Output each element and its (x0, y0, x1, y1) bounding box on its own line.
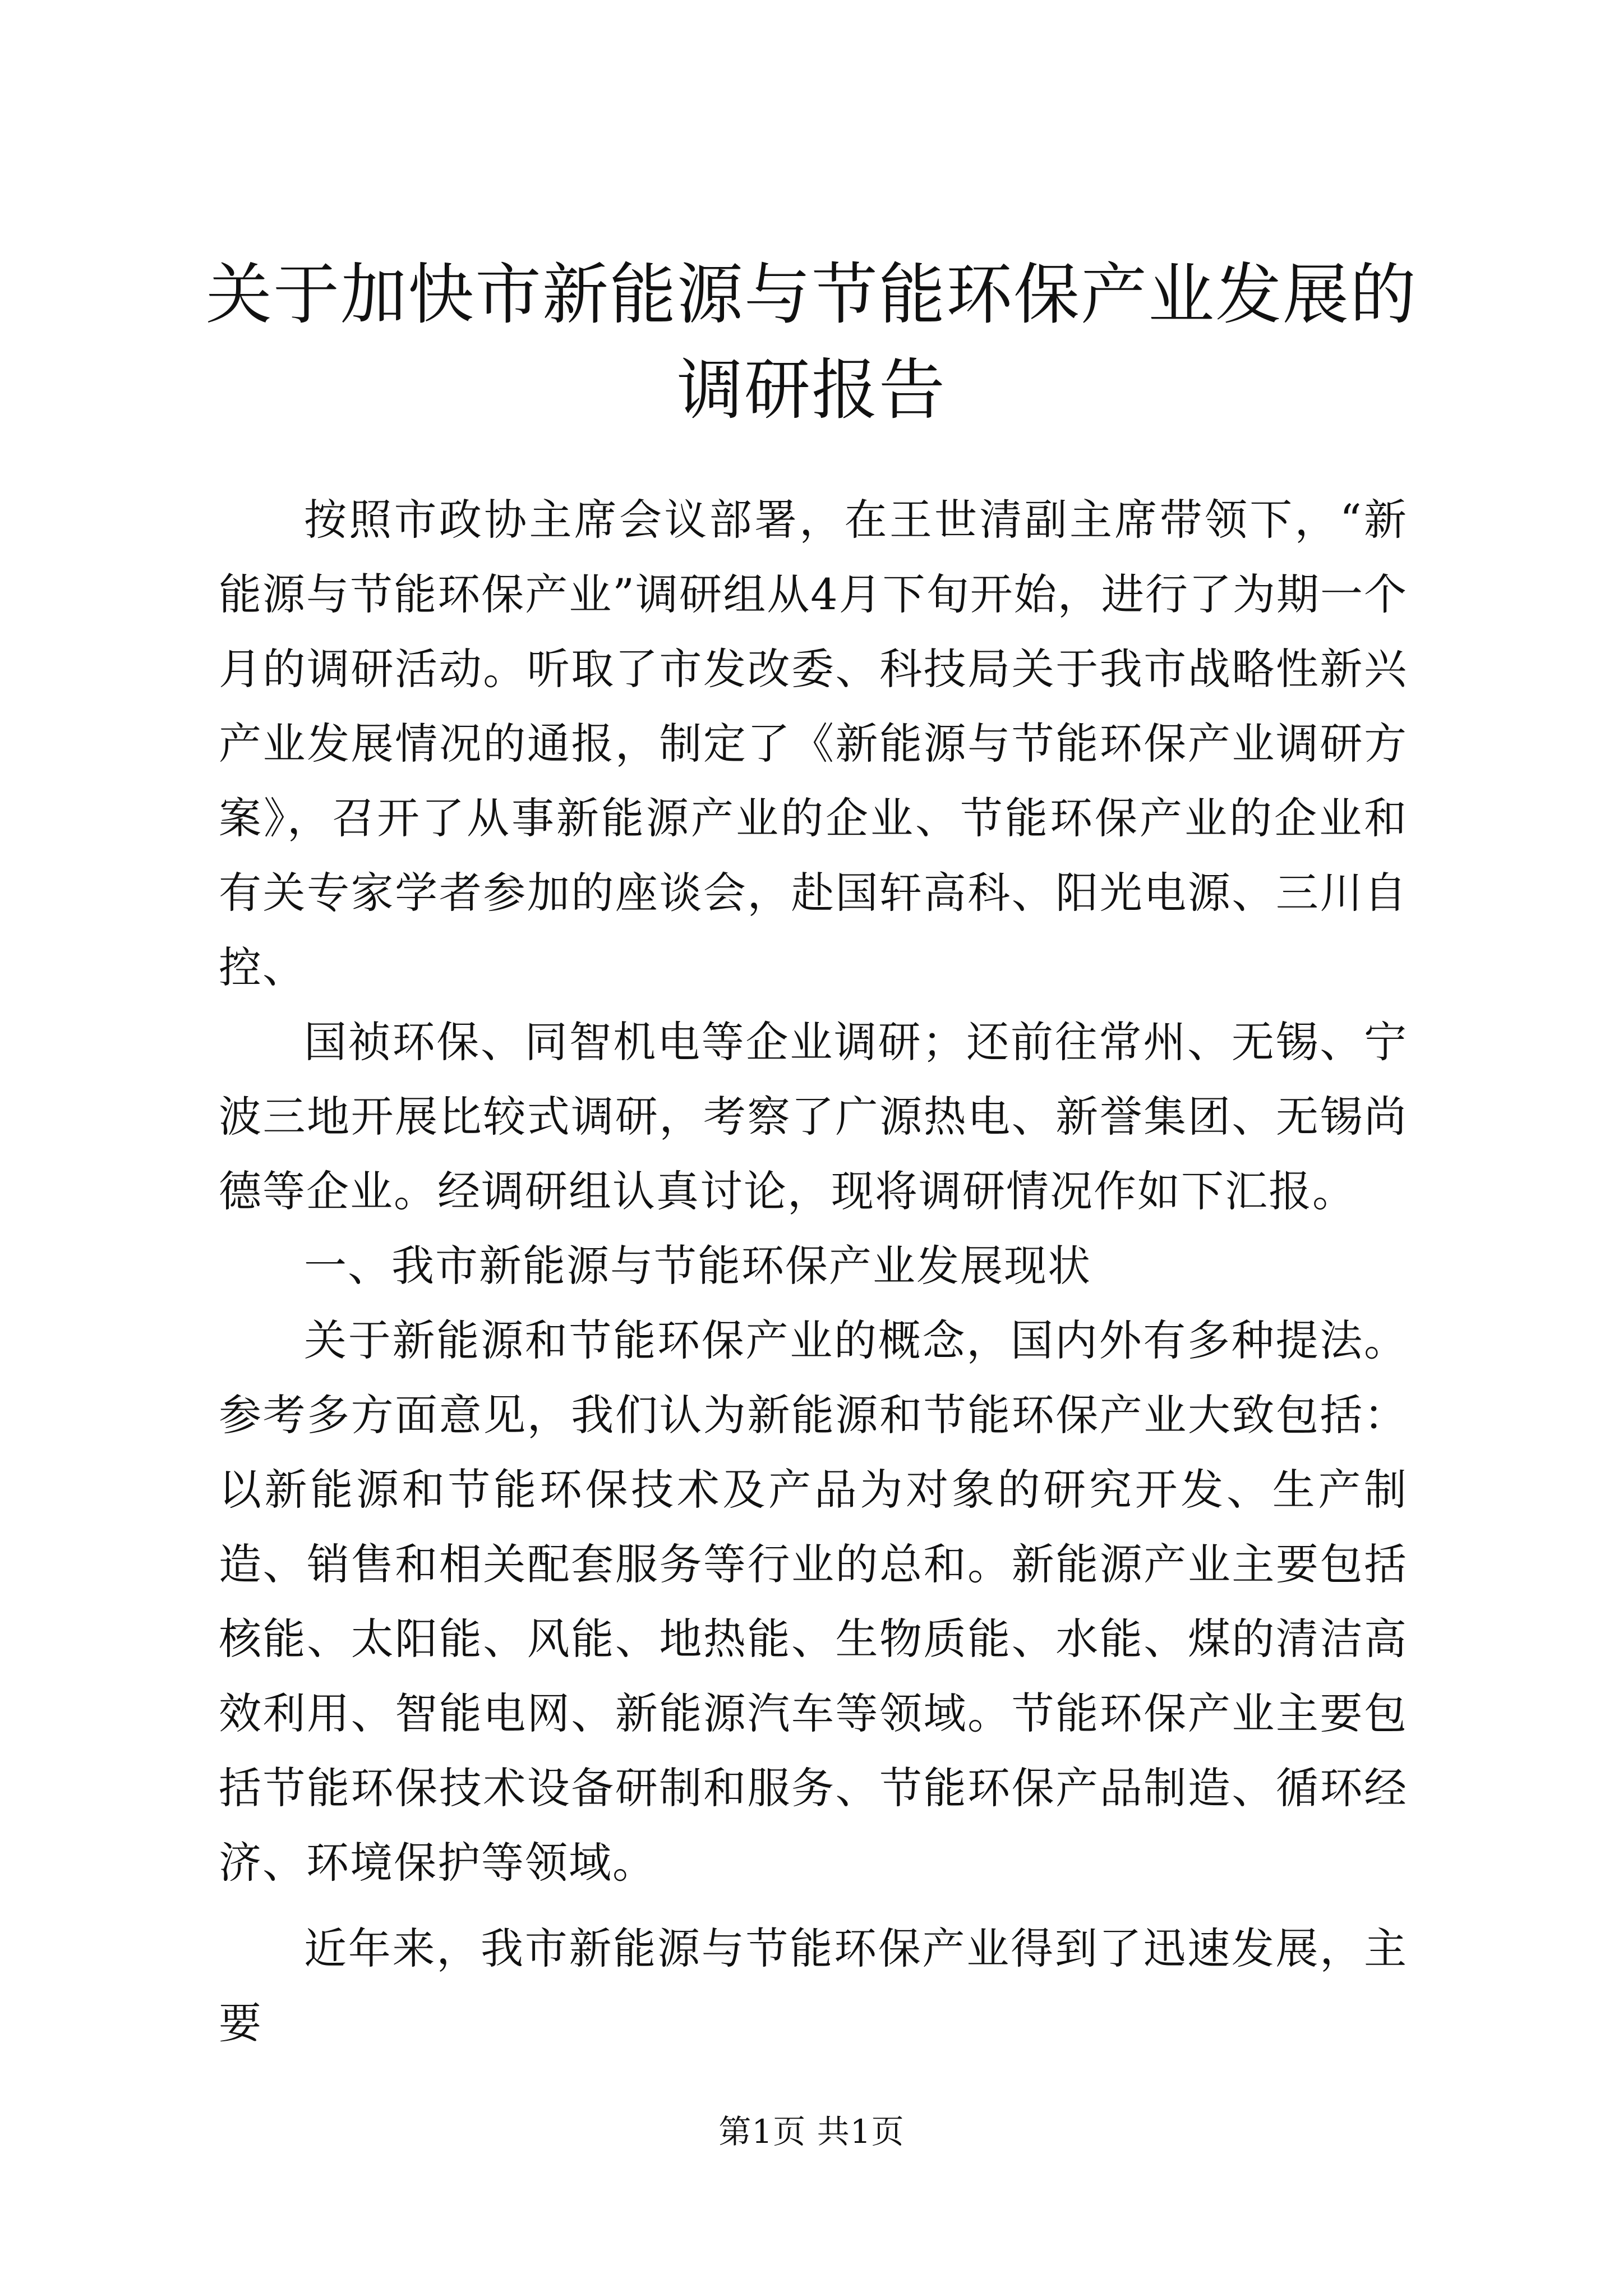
paragraph-concept: 关于新能源和节能环保产业的概念，国内外有多种提法。参考多方面意见，我们认为新能源和节能环保产业大致包括：以新能源和节能环保技术及产品为对象的研究开发、生产制造、销售和相关配套服务等行业的总和。新能源产业主要包括核能、太阳能、风能、地热能、生物质能、水能、煤的清洁高效利用、智能电网、新能源汽车等领域。节能环保产业主要包括节能环保技术设备研制和服务、节能环保产品制造、循环经济、环境保护等领域。 (219, 1315, 1408, 1888)
page-footer: 第1页 共1页 (718, 2113, 905, 2151)
paragraph-intro: 按照市政协主席会议部署，在王世清副主席带领下，“新能源与节能环保产业”调研组从4月下旬开始，进行了为期一个月的调研活动。听取了市发改委、科技局关于我市战略性新兴产业发展情况的通报，制定了《新能源与节能环保产业调研方案》，召开了从事新能源产业的企业、节能环保产业的企业和有关专家学者参加的座谈会，赴国轩高科、阳光电源、三川自控、 (219, 495, 1408, 992)
document-title: 关于加快市新能源与节能环保产业发展的调研报告 (205, 256, 1417, 429)
section-heading-1: 一、我市新能源与节能环保产业发展现状 (304, 1241, 1091, 1291)
paragraph-recent-development: 近年来，我市新能源与节能环保产业得到了迅速发展，主要 (219, 1924, 1408, 2048)
paragraph-intro-continued: 国祯环保、同智机电等企业调研；还前往常州、无锡、宁波三地开展比较式调研，考察了广源热电、新誉集团、无锡尚德等企业。经调研组认真讨论，现将调研情况作如下汇报。 (219, 1017, 1408, 1216)
document-body (219, 482, 1408, 2060)
